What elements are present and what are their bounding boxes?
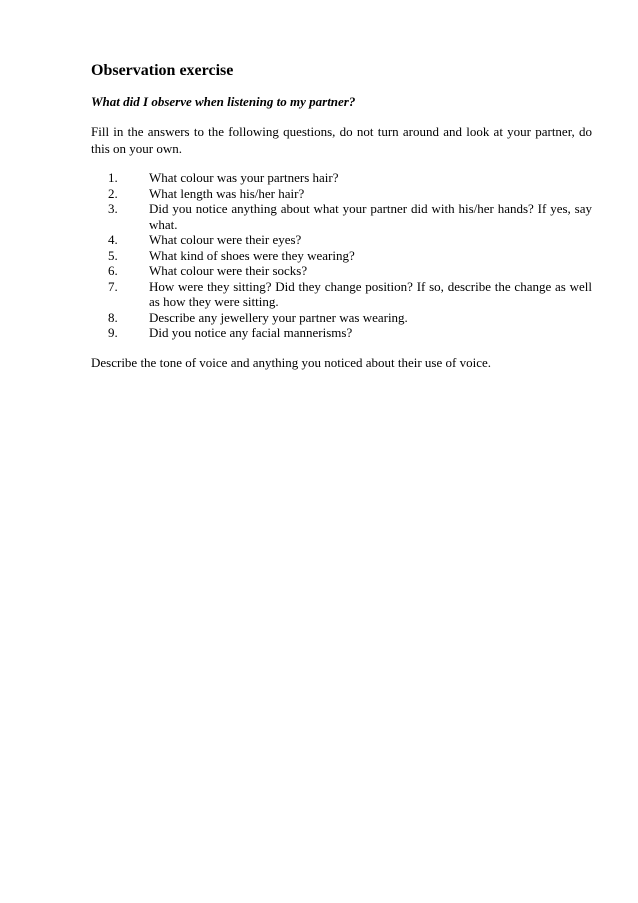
question-text: What colour were their eyes? <box>149 232 302 247</box>
question-text: Describe any jewellery your partner was wearing. <box>149 309 408 325</box>
question-text: What length was his/her hair? <box>149 185 305 201</box>
list-item <box>91 263 592 279</box>
question-number: 8. <box>108 309 118 325</box>
question-text: What kind of shoes were they wearing? <box>149 247 355 263</box>
question-text: Did you notice anything about what your partner did with his/her hands? If yes, say what. <box>149 201 592 232</box>
list-item <box>91 325 592 341</box>
question-text: How were they sitting? Did they change position? If so, describe the change as well as how they were sitting. <box>149 278 592 309</box>
document-subtitle: What did I observe when listening to my partner? <box>91 94 356 109</box>
question-number: 2. <box>108 185 118 201</box>
list-item <box>91 170 592 186</box>
document-title: Observation exercise <box>91 62 234 79</box>
list-item <box>91 186 592 202</box>
closing-paragraph: Describe the tone of voice and anything you noticed about their use of voice. <box>91 354 491 370</box>
list-item <box>91 248 592 264</box>
question-number: 4. <box>108 232 118 247</box>
question-number: 7. <box>108 278 118 294</box>
list-item <box>91 279 592 310</box>
list-item <box>91 310 592 326</box>
question-number: 9. <box>108 325 118 340</box>
question-text: What colour were their socks? <box>149 263 308 278</box>
question-text: What colour was your partners hair? <box>149 170 339 185</box>
question-text: Did you notice any facial mannerisms? <box>149 325 353 340</box>
question-list <box>91 170 592 341</box>
question-number: 3. <box>108 201 118 216</box>
list-item <box>91 201 592 232</box>
intro-paragraph: Fill in the answers to the following questions, do not turn around and look at your partner, do this on your own. <box>91 124 592 156</box>
question-number: 6. <box>108 263 118 278</box>
question-number: 1. <box>108 170 118 185</box>
question-number: 5. <box>108 247 118 263</box>
list-item <box>91 232 592 248</box>
